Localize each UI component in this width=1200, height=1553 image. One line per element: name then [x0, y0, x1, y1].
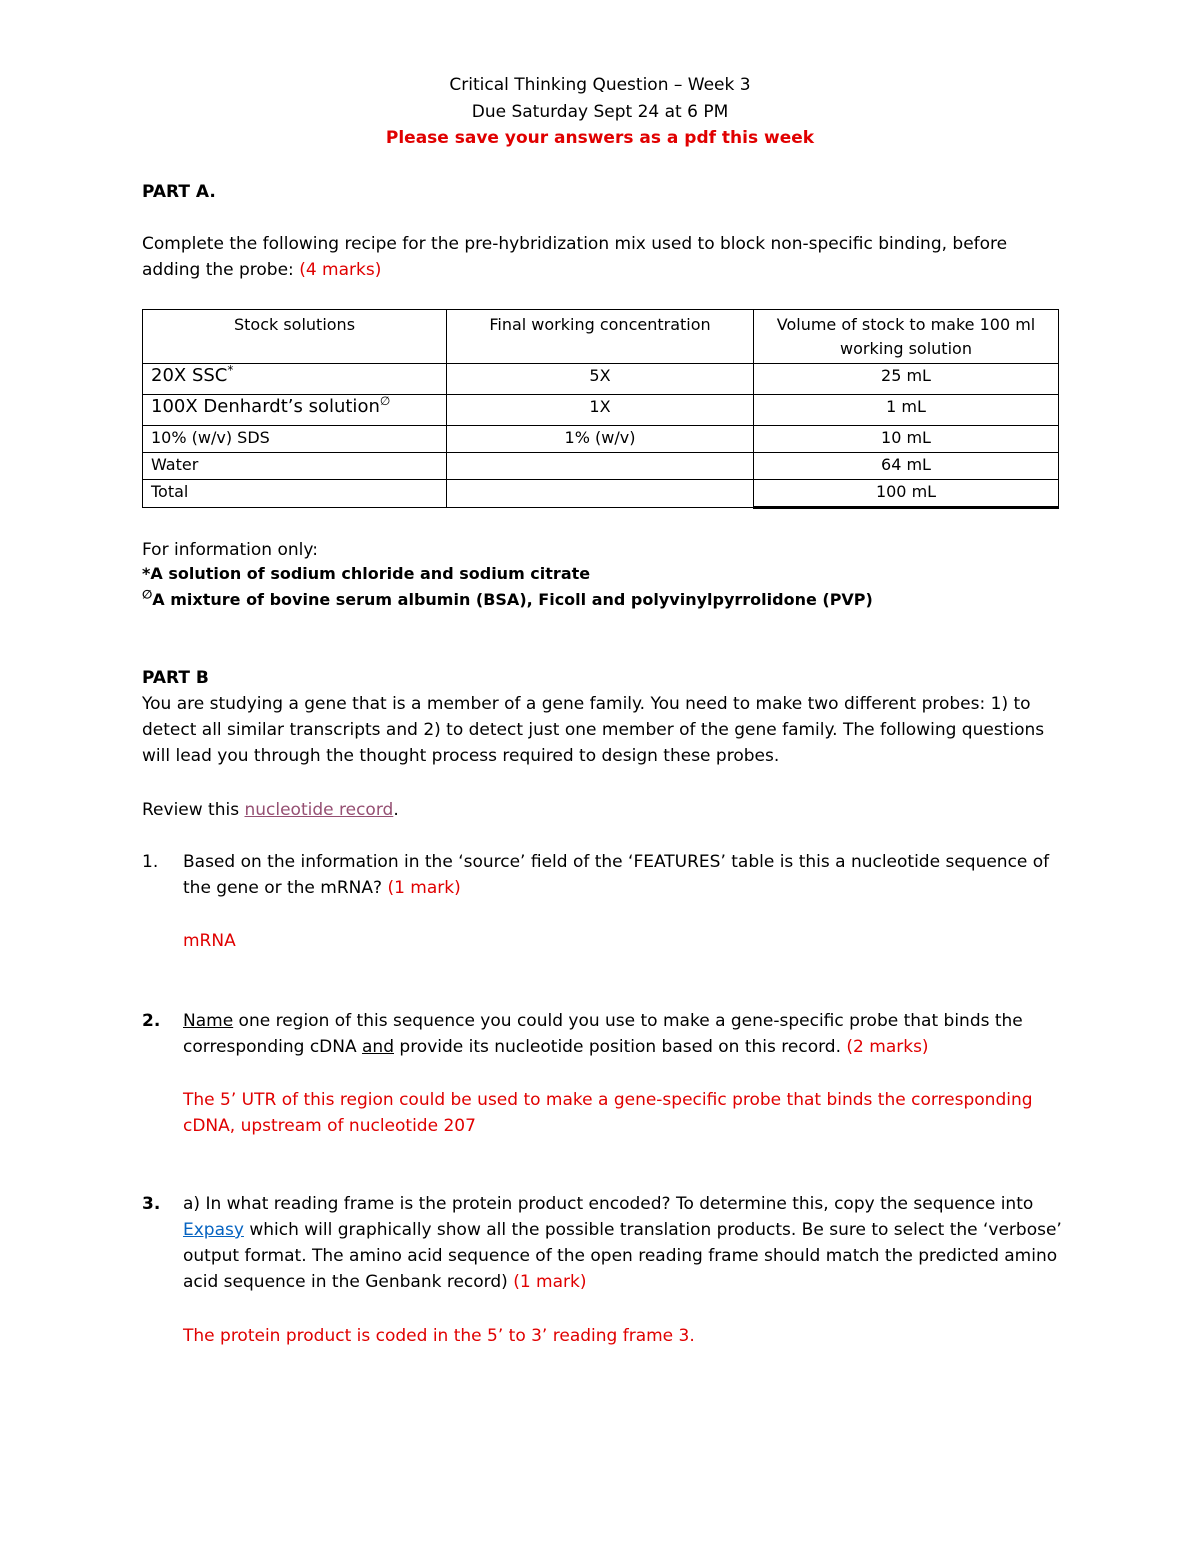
table-cell: 5X: [447, 364, 754, 395]
table-row: [143, 480, 1059, 508]
info-label: For information only:: [142, 540, 318, 560]
table-cell: [447, 480, 754, 508]
question-3-body-a: a) In what reading frame is the protein product encoded? To determine this, copy the sequence into: [183, 1194, 1034, 1214]
document-title: Critical Thinking Question – Week 3: [449, 75, 751, 95]
question-2-marks: (2 marks): [846, 1037, 929, 1057]
table-header-cell: Final working concentration: [447, 310, 754, 364]
question-1-body: Based on the information in the ‘source’ field of the ‘FEATURES’ table is this a nucleotide sequence of the gene or the mRNA?: [183, 852, 1050, 898]
table-row: [143, 395, 1059, 426]
table-cell: Water: [143, 453, 447, 480]
table-cell: 10 mL: [754, 426, 1059, 453]
recipe-table: [142, 309, 1059, 509]
table-cell: Total: [143, 480, 447, 508]
footnote-symbol: ∅: [142, 587, 153, 602]
save-notice: Please save your answers as a pdf this week: [385, 128, 815, 148]
due-date: Due Saturday Sept 24 at 6 PM: [471, 102, 729, 122]
table-row: [143, 453, 1059, 480]
part-b-intro: You are studying a gene that is a member of a gene family. You need to make two different probes: 1) to detect all similar transcripts and 2) to detect just one member of the gene family. The following questions will lead you through the thought process required to design these probes.: [142, 694, 1045, 766]
question-1-answer: mRNA: [183, 931, 236, 951]
table-cell: 1% (w/v): [447, 426, 754, 453]
question-3-number: 3.: [142, 1194, 161, 1214]
table-cell: [143, 395, 447, 426]
question-1-marks: (1 mark): [387, 878, 461, 898]
part-a-intro-text: Complete the following recipe for the pre-hybridization mix used to block non-specific binding, before adding the probe:: [142, 234, 1008, 280]
part-a-marks: (4 marks): [299, 260, 382, 280]
table-cell: 64 mL: [754, 453, 1059, 480]
table-cell: 1 mL: [754, 395, 1059, 426]
nucleotide-record-link[interactable]: nucleotide record: [244, 800, 394, 820]
part-b-heading: PART B: [142, 668, 209, 688]
question-2-name-word: Name: [183, 1011, 234, 1031]
footnote-2: [142, 587, 873, 613]
question-1-number: 1.: [142, 852, 159, 872]
question-2-and-word: and: [362, 1037, 394, 1057]
expasy-link[interactable]: Expasy: [183, 1220, 244, 1240]
question-2-body-a: one region of this sequence you could you use to make a gene-specific probe that binds the corresponding cDNA: [183, 1011, 1023, 1057]
part-a-intro: [142, 231, 1062, 283]
table-cell: 100 mL: [754, 480, 1059, 508]
table-row: [143, 364, 1059, 395]
table-cell: 1X: [447, 395, 754, 426]
table-cell: [447, 453, 754, 480]
table-header-cell: Stock solutions: [143, 310, 447, 364]
footnote-2-text: A mixture of bovine serum albumin (BSA), Ficoll and polyvinylpyrrolidone (PVP): [152, 590, 873, 609]
review-prefix: Review this: [142, 800, 245, 820]
review-suffix: .: [393, 800, 399, 820]
footnote-mark: ∅: [379, 394, 391, 408]
footnote-1: *A solution of sodium chloride and sodium citrate: [142, 564, 591, 583]
stock-name: 100X Denhardt’s solution: [151, 396, 380, 417]
question-2-number: 2.: [142, 1011, 161, 1031]
part-a-heading: PART A.: [142, 182, 216, 202]
table-header-cell: Volume of stock to make 100 ml working solution: [754, 310, 1059, 364]
footnote-mark: *: [227, 363, 234, 377]
question-2-body-b: provide its nucleotide position based on this record.: [394, 1037, 841, 1057]
question-3-body-b: which will graphically show all the possible translation products. Be sure to select the ‘verbose’ output format. The amino acid sequence of the open reading frame should match the predicted amino acid sequence in the Genbank record): [183, 1220, 1062, 1292]
question-2-text: [183, 1008, 1073, 1060]
review-line: [142, 797, 399, 823]
stock-name: 20X SSC: [151, 365, 228, 386]
table-cell: [143, 364, 447, 395]
table-header-row: [143, 310, 1059, 364]
table-cell: 25 mL: [754, 364, 1059, 395]
question-3-answer: The protein product is coded in the 5’ to 3’ reading frame 3.: [183, 1326, 695, 1346]
table-cell: 10% (w/v) SDS: [143, 426, 447, 453]
question-1-text: [183, 849, 1073, 901]
question-2-answer: The 5’ UTR of this region could be used to make a gene-specific probe that binds the corresponding cDNA, upstream of nucleotide 207: [183, 1090, 1033, 1136]
question-3-text: [183, 1191, 1073, 1295]
question-3-marks: (1 mark): [513, 1272, 587, 1292]
table-row: [143, 426, 1059, 453]
